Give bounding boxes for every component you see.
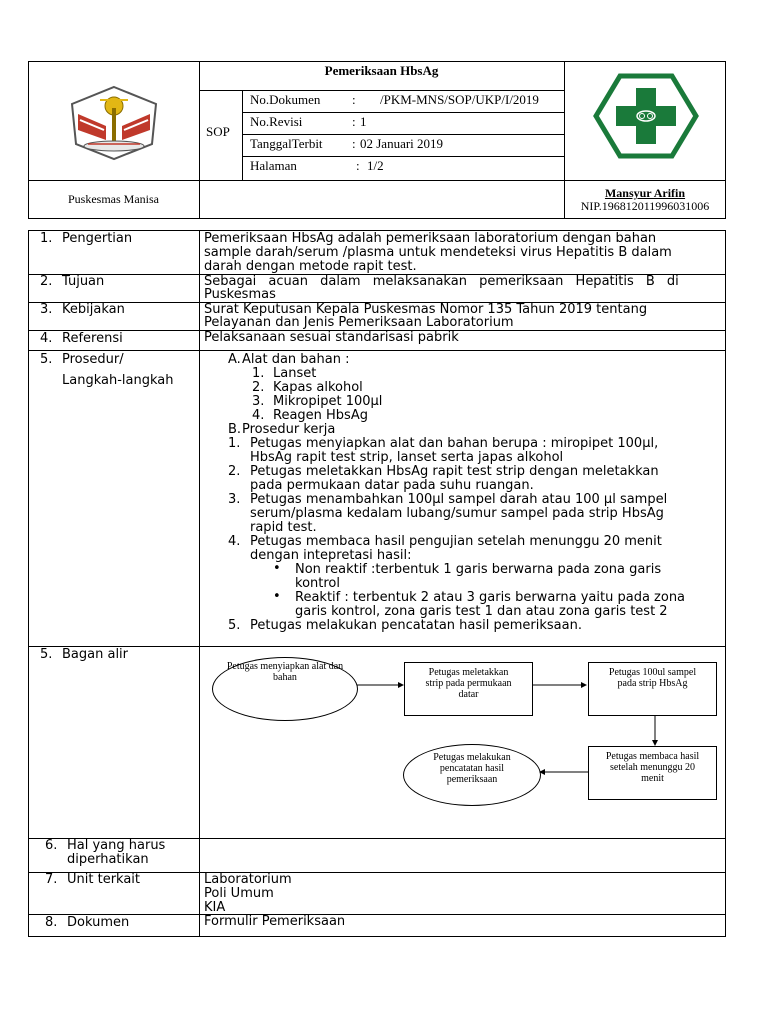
puskesmas-cross-logo xyxy=(592,72,700,160)
section-label-hal: diperhatikan xyxy=(67,852,149,867)
step-line: serum/plasma kedalam lubang/sumur sampel pada strip HbsAg xyxy=(250,506,664,521)
section-number: 8. xyxy=(45,915,58,930)
unit-line: KIA xyxy=(204,900,226,915)
list-item: Kapas alkohol xyxy=(273,380,363,395)
bullet-line: garis kontrol, zona garis test 1 dan atau zona garis test 2 xyxy=(295,604,668,619)
regional-seal-logo xyxy=(66,84,162,162)
list-item: Reagen HbsAg xyxy=(273,408,368,423)
signer-nip: NIP.196812011996031006 xyxy=(580,199,710,213)
sop-label: SOP xyxy=(206,124,230,139)
doc-row-sep: : xyxy=(356,158,360,173)
section-label-pengertian: Pengertian xyxy=(62,231,133,246)
section-number: 1. xyxy=(40,231,53,246)
doc-row-sep: : xyxy=(352,114,356,129)
step-line: Petugas menambahkan 100µl sampel darah atau 100 µl sampel xyxy=(250,492,668,507)
step-line: rapid test. xyxy=(250,520,317,535)
list-marker: A. xyxy=(228,352,241,367)
step-line: dengan intepretasi hasil: xyxy=(250,548,412,563)
bullet-line: Non reaktif :terbentuk 1 garis berwarna pada zona garis xyxy=(295,562,662,577)
section-label-dokumen: Dokumen xyxy=(67,915,130,930)
step-line: Petugas meletakkan HbsAg rapit test strip dengan meletakkan xyxy=(250,464,659,479)
list-marker: 5. xyxy=(228,618,241,633)
bullet-line: kontrol xyxy=(295,576,340,591)
doc-row-label: No.Dokumen xyxy=(250,92,321,107)
flow-node: Petugas 100ul sampel pada strip HbsAg xyxy=(588,662,717,716)
flow-node-end: Petugas melakukan pencatatan hasil pemeriksaan xyxy=(403,744,541,806)
section-number: 5. xyxy=(40,352,53,367)
unit-line: Laboratorium xyxy=(204,872,292,887)
section-label-prosedur: Prosedur/ xyxy=(62,352,124,367)
list-marker: 3. xyxy=(252,394,265,409)
step-line: Petugas membaca hasil pengujian setelah menunggu 20 menit xyxy=(250,534,662,549)
tujuan-line: Puskesmas xyxy=(204,287,276,302)
list-item: Lanset xyxy=(273,366,317,381)
tujuan-line: Sebagai acuan dalam melaksanakan pemeriksaan Hepatitis B di xyxy=(204,274,679,289)
flow-node-start: Petugas menyiapkan alat dan bahan xyxy=(212,657,358,721)
subsection-title: Alat dan bahan : xyxy=(242,352,350,367)
section-label-tujuan: Tujuan xyxy=(62,274,105,289)
step-line: pada permukaan datar pada suhu ruangan. xyxy=(250,478,534,493)
section-number: 6. xyxy=(45,838,58,853)
list-marker: 4. xyxy=(228,534,241,549)
unit-line: Poli Umum xyxy=(204,886,274,901)
section-number: 3. xyxy=(40,302,53,317)
list-marker: B. xyxy=(228,422,242,437)
list-item: Mikropipet 100µl xyxy=(273,394,383,409)
pengertian-line: Pemeriksaan HbsAg adalah pemeriksaan laboratorium dengan bahan xyxy=(204,231,657,246)
doc-row-sep: : xyxy=(352,136,356,151)
bullet-line: Reaktif : terbentuk 2 atau 3 garis berwarna yaitu pada zona xyxy=(295,590,686,605)
bullet-icon: • xyxy=(273,589,281,604)
kebijakan-line: Surat Keputusan Kepala Puskesmas Nomor 135 Tahun 2019 tentang xyxy=(204,302,648,317)
page-title: Pemeriksaan HbsAg xyxy=(324,63,439,78)
step-line: Petugas menyiapkan alat dan bahan berupa : miropipet 100µl, xyxy=(250,436,659,451)
section-number: 7. xyxy=(45,872,58,887)
doc-row-label: TanggalTerbit xyxy=(250,136,323,151)
doc-row-value: 1 xyxy=(360,114,367,129)
list-marker: 1. xyxy=(228,436,241,451)
doc-row-value: 1/2 xyxy=(367,158,384,173)
list-marker: 2. xyxy=(228,464,241,479)
list-marker: 2. xyxy=(252,380,265,395)
doc-row-value: 02 Januari 2019 xyxy=(360,136,444,151)
section-label-kebijakan: Kebijakan xyxy=(62,302,125,317)
section-label-prosedur: Langkah-langkah xyxy=(62,373,174,388)
section-number: 4. xyxy=(40,331,53,346)
step-line: Petugas melakukan pencatatan hasil pemeriksaan. xyxy=(250,618,582,633)
subsection-title: Prosedur kerja xyxy=(242,422,336,437)
doc-row-label: Halaman xyxy=(250,158,297,173)
list-marker: 3. xyxy=(228,492,241,507)
list-marker: 1. xyxy=(252,366,265,381)
section-label-referensi: Referensi xyxy=(62,331,123,346)
kebijakan-line: Pelayanan dan Jenis Pemeriksaan Laboratorium xyxy=(204,315,514,330)
section-label-hal: Hal yang harus xyxy=(67,838,166,853)
list-marker: 4. xyxy=(252,408,265,423)
dokumen-text: Formulir Pemeriksaan xyxy=(204,914,346,929)
referensi-text: Pelaksanaan sesuai standarisasi pabrik xyxy=(204,330,459,345)
bullet-icon: • xyxy=(273,561,281,576)
flow-node: Petugas meletakkan strip pada permukaan datar xyxy=(404,662,533,716)
pengertian-line: darah dengan metode rapit test. xyxy=(204,259,417,274)
step-line: HbsAg rapit test strip, lanset serta japas alkohol xyxy=(250,450,564,465)
section-label-bagan: Bagan alir xyxy=(62,647,129,662)
signer-name: Mansyur Arifin xyxy=(604,186,686,200)
doc-row-value: /PKM-MNS/SOP/UKP/I/2019 xyxy=(380,92,539,107)
institution-name: Puskesmas Manisa xyxy=(68,192,159,206)
doc-row-label: No.Revisi xyxy=(250,114,303,129)
pengertian-line: sample darah/serum /plasma untuk mendeteksi virus Hepatitis B dalam xyxy=(204,245,672,260)
section-number: 2. xyxy=(40,274,53,289)
section-number: 5. xyxy=(40,647,53,662)
section-label-unit: Unit terkait xyxy=(67,872,141,887)
doc-row-sep: : xyxy=(352,92,356,107)
flow-node: Petugas membaca hasil setelah menunggu 20 menit xyxy=(588,746,717,800)
